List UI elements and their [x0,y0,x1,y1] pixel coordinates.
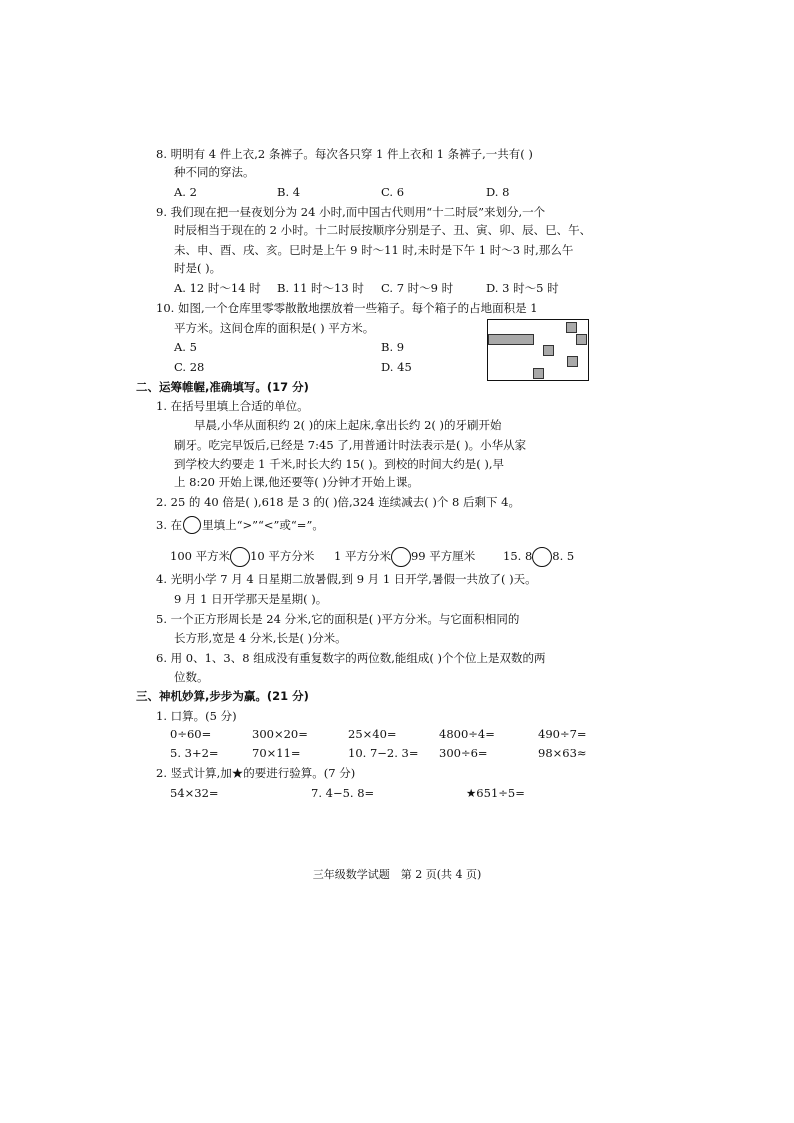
s2-q3-instruction [156,516,324,534]
q9-line1: 9. 我们现在把一昼夜划分为 24 小时,而中国古代则用“十二时辰”来划分,一个 [156,205,546,219]
s2-q5-line1: 5. 一个正方形周长是 24 分米,它的面积是( )平方分米。与它面积相同的 [156,612,520,626]
mental-math-item: 5. 3+2= [170,746,219,760]
warehouse-box-bottom [533,368,544,379]
s2-q4-line1: 4. 光明小学 7 月 4 日星期二放暑假,到 9 月 1 日开学,暑假一共放了( )天。 [156,572,537,586]
mental-math-item: 4800÷4= [439,727,495,741]
mental-math-item: 25×40= [348,727,397,741]
vertical-calc-item: ★651÷5= [466,786,525,800]
s3-q2-title: 2. 竖式计算,加★的要进行验算。(7 分) [156,766,356,780]
page-footer: 三年级数学试题 第 2 页(共 4 页) [312,868,482,881]
compare-right: 8. 5 [552,549,575,563]
section3-title: 三、神机妙算,步步为赢。(21 分) [136,689,309,703]
mental-math-item: 0÷60= [170,727,212,741]
q9-line3: 未、申、酉、戌、亥。巳时是上午 9 时～11 时,未时是下午 1 时～3 时,那么午 [174,243,574,257]
q9-option-b: B. 11 时～13 时 [277,281,364,295]
s2-q6-line1: 6. 用 0、1、3、8 组成没有重复数字的两位数,能组成( )个个位上是双数的两 [156,651,546,665]
q8-option-b: B. 4 [277,185,301,199]
q8-option-c: C. 6 [381,185,405,199]
s2-q1-line2: 刷牙。吃完早饭后,已经是 7:45 了,用普通计时法表示是( )。小华从家 [174,438,527,452]
q10-option-b: B. 9 [381,340,405,354]
warehouse-box-top-right [566,322,577,333]
mental-math-item: 70×11= [252,746,301,760]
compare-left: 100 平方米 [170,549,231,563]
q9-option-d: D. 3 时～5 时 [486,281,559,295]
mental-math-item: 490÷7= [538,727,587,741]
s2-q5-line2: 长方形,宽是 4 分米,长是( )分米。 [174,631,347,645]
compare-left: 1 平方分米 [334,549,391,563]
s2-q1-line3: 到学校大约要走 1 千米,时长大约 15( )。到校的时间大约是( ),早 [174,457,504,471]
mental-math-item: 300÷6= [439,746,488,760]
q10-option-a: A. 5 [174,340,197,354]
s2-q2: 2. 25 的 40 倍是( ),618 是 3 的( )倍,324 连续减去( )个 8 后剩下 4。 [156,495,520,509]
q10-option-d: D. 45 [381,360,412,374]
s2-q1-line1: 早晨,小华从面积约 2( )的床上起床,拿出长约 2( )的牙刷开始 [194,418,502,432]
circle-blank-icon [183,516,201,534]
compare-circle-blank[interactable] [230,547,250,567]
compare-right: 10 平方分米 [250,549,315,563]
compare-circle-blank[interactable] [391,547,411,567]
section2-title: 二、运筹帷幄,准确填写。(17 分) [136,380,309,394]
q8-option-a: A. 2 [174,185,197,199]
q10-line1: 10. 如图,一个仓库里零零散散地摆放着一些箱子。每个箱子的占地面积是 1 [156,301,538,315]
compare-left: 15. 8 [503,549,533,563]
s2-q3-compare-2 [334,547,475,567]
q9-line2: 时辰相当于现在的 2 小时。十二时辰按顺序分别是子、丑、寅、卯、辰、巳、午、 [174,223,592,237]
s2-q4-line2: 9 月 1 日开学那天是星期( )。 [174,592,328,606]
warehouse-box-center [543,345,554,356]
warehouse-long-box [488,334,534,345]
s2-q3-compare-3 [503,547,574,567]
s2-q3-prefix: 3. 在 [156,518,183,532]
mental-math-item: 300×20= [252,727,308,741]
compare-right: 99 平方厘米 [410,549,476,563]
mental-math-item: 98×63≈ [538,746,587,760]
warehouse-diagram [487,319,589,381]
s2-q3-suffix: 里填上“>”“<”或“=”。 [202,518,324,532]
compare-circle-blank[interactable] [532,547,552,567]
warehouse-box-lower-right [567,356,578,367]
s2-q1-title: 1. 在括号里填上合适的单位。 [156,399,309,413]
s2-q1-line4: 上 8:20 开始上课,他还要等( )分钟才开始上课。 [174,475,419,489]
q10-line2: 平方米。这间仓库的面积是( ) 平方米。 [174,321,375,335]
q9-line4: 时是( )。 [174,261,222,275]
q9-option-a: A. 12 时～14 时 [174,281,261,295]
q8-option-d: D. 8 [486,185,510,199]
s2-q6-line2: 位数。 [174,670,209,684]
q8-line2: 种不同的穿法。 [174,165,255,179]
q8-line1: 8. 明明有 4 件上衣,2 条裤子。每次各只穿 1 件上衣和 1 条裤子,一共有( ) [156,147,533,161]
q9-option-c: C. 7 时～9 时 [381,281,454,295]
vertical-calc-item: 7. 4−5. 8= [311,786,375,800]
mental-math-item: 10. 7−2. 3= [348,746,419,760]
s3-q1-title: 1. 口算。(5 分) [156,709,237,723]
q10-option-c: C. 28 [174,360,205,374]
warehouse-box-right [576,334,587,345]
s2-q3-compare-1 [170,547,314,567]
vertical-calc-item: 54×32= [170,786,219,800]
